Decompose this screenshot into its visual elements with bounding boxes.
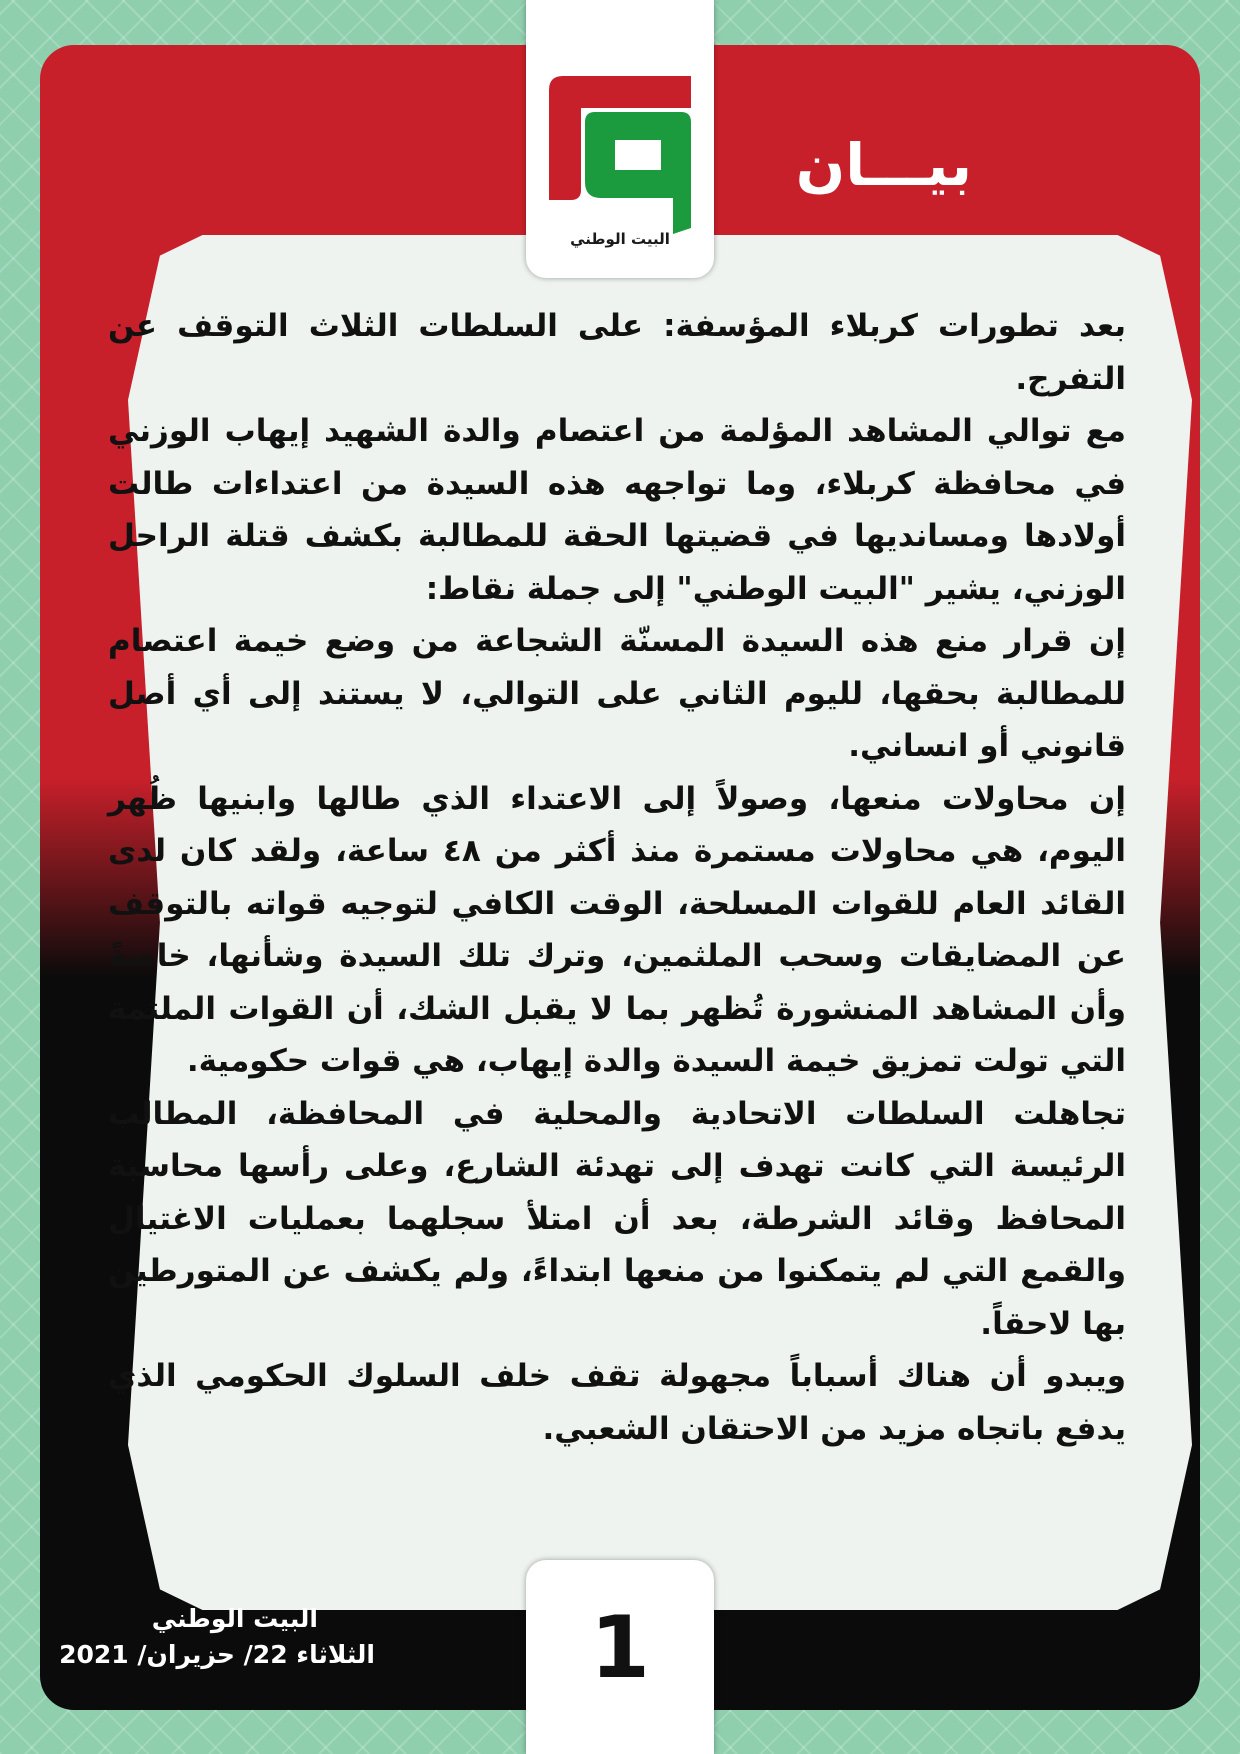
statement-paragraph: مع توالي المشاهد المؤلمة من اعتصام والدة الشهيد إيهاب الوزني في محافظة كربلاء، وما تواجهه هذه السيدة من اعتداءات طالت أولادها ومسانديها في قضيتها الحقة للمطالبة بكشف قتلة الراحل الوزني، يشير "البيت الوطني" إلى جملة نقاط: bbox=[108, 413, 1126, 607]
footer-date: الثلاثاء 22/ حزيران/ 2021 bbox=[59, 1640, 375, 1669]
statement-headline: بعد تطورات كربلاء المؤسفة: على السلطات الثلاث التوقف عن التفرج. bbox=[108, 308, 1126, 397]
statement-body bbox=[108, 300, 1126, 1455]
footer-organization: البيت الوطني bbox=[151, 1604, 318, 1633]
statement-paragraph: تجاهلت السلطات الاتحادية والمحلية في المحافظة، المطالب الرئيسة التي كانت تهدف إلى تهدئة الشارع، وعلى رأسها محاسبة المحافظ وقائد الشرطة، بعد أن امتلأ سجلهما بعمليات الاغتيال والقمع التي لم يتمكنوا من منعها ابتداءً، ولم يكشف عن المتورطين بها لاحقاً. bbox=[108, 1095, 1126, 1342]
statement-paragraph: إن قرار منع هذه السيدة المسنّة الشجاعة من وضع خيمة اعتصام للمطالبة بحقها، لليوم الثاني على التوالي، لا يستند إلى أي أصل قانوني أو انساني. bbox=[108, 623, 1126, 764]
page-number: 1 bbox=[590, 1598, 650, 1698]
statement-paragraph: إن محاولات منعها، وصولاً إلى الاعتداء الذي طالها وابنيها ظُهر اليوم، هي محاولات مستمرة منذ أكثر من ٤٨ ساعة، ولقد كان لدى القائد العام للقوات المسلحة، الوقت الكافي لتوجيه قواته بالتوقف عن المضايقات وسحب الملثمين، وترك تلك السيدة وشأنها، خاصةً وأن المشاهد المنشورة تُظهر بما لا يقبل الشك، أن القوات الملثمة التي تولت تمزيق خيمة السيدة والدة إيهاب، هي قوات حكومية. bbox=[108, 780, 1126, 1079]
statement-paragraph: ويبدو أن هناك أسباباً مجهولة تقف خلف السلوك الحكومي الذي يدفع باتجاه مزيد من الاحتقان الشعبي. bbox=[108, 1358, 1126, 1447]
logo-tab bbox=[526, 0, 714, 278]
logo-text: البيت الوطني bbox=[570, 230, 670, 248]
page-title: بيـــان bbox=[795, 131, 972, 199]
page-number-tab bbox=[526, 1560, 714, 1754]
